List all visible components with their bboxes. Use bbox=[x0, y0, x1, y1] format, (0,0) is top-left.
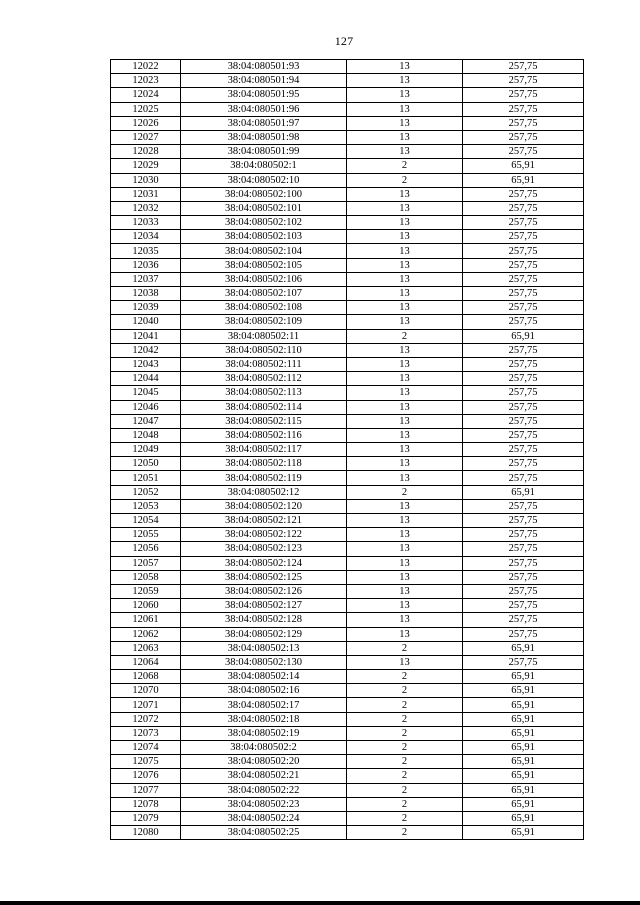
row-number-cell: 12060 bbox=[111, 599, 181, 613]
table-row bbox=[111, 60, 584, 74]
count-cell: 13 bbox=[347, 201, 463, 215]
cadastral-number-cell: 38:04:080502:124 bbox=[181, 556, 347, 570]
row-number-cell: 12040 bbox=[111, 315, 181, 329]
cadastral-number-cell: 38:04:080502:116 bbox=[181, 428, 347, 442]
cadastral-number-cell: 38:04:080502:111 bbox=[181, 357, 347, 371]
table-row bbox=[111, 499, 584, 513]
row-number-cell: 12025 bbox=[111, 102, 181, 116]
cadastral-number-cell: 38:04:080502:22 bbox=[181, 783, 347, 797]
cadastral-number-cell: 38:04:080502:103 bbox=[181, 230, 347, 244]
cadastral-number-cell: 38:04:080502:25 bbox=[181, 826, 347, 840]
area-cell: 257,75 bbox=[463, 386, 584, 400]
cadastral-number-cell: 38:04:080501:98 bbox=[181, 130, 347, 144]
cadastral-number-cell: 38:04:080502:109 bbox=[181, 315, 347, 329]
table-row bbox=[111, 272, 584, 286]
row-number-cell: 12030 bbox=[111, 173, 181, 187]
count-cell: 2 bbox=[347, 173, 463, 187]
area-cell: 65,91 bbox=[463, 670, 584, 684]
cadastral-number-cell: 38:04:080501:95 bbox=[181, 88, 347, 102]
count-cell: 13 bbox=[347, 116, 463, 130]
cadastral-number-cell: 38:04:080501:93 bbox=[181, 60, 347, 74]
table-row bbox=[111, 726, 584, 740]
count-cell: 13 bbox=[347, 599, 463, 613]
table-row bbox=[111, 400, 584, 414]
table-row bbox=[111, 315, 584, 329]
area-cell: 65,91 bbox=[463, 684, 584, 698]
count-cell: 2 bbox=[347, 797, 463, 811]
table-row bbox=[111, 428, 584, 442]
area-cell: 257,75 bbox=[463, 315, 584, 329]
table-row bbox=[111, 88, 584, 102]
row-number-cell: 12058 bbox=[111, 570, 181, 584]
table-row bbox=[111, 811, 584, 825]
table-row bbox=[111, 116, 584, 130]
count-cell: 2 bbox=[347, 684, 463, 698]
row-number-cell: 12034 bbox=[111, 230, 181, 244]
table-row bbox=[111, 201, 584, 215]
area-cell: 65,91 bbox=[463, 797, 584, 811]
area-cell: 257,75 bbox=[463, 428, 584, 442]
cadastral-number-cell: 38:04:080502:1 bbox=[181, 159, 347, 173]
row-number-cell: 12070 bbox=[111, 684, 181, 698]
row-number-cell: 12031 bbox=[111, 187, 181, 201]
table-row bbox=[111, 216, 584, 230]
table-row bbox=[111, 343, 584, 357]
cadastral-number-cell: 38:04:080502:128 bbox=[181, 613, 347, 627]
row-number-cell: 12027 bbox=[111, 130, 181, 144]
page-number: 127 bbox=[334, 34, 354, 48]
page-bottom-edge bbox=[0, 901, 640, 905]
cadastral-number-cell: 38:04:080502:11 bbox=[181, 329, 347, 343]
table-row bbox=[111, 684, 584, 698]
count-cell: 13 bbox=[347, 244, 463, 258]
cadastral-number-cell: 38:04:080502:18 bbox=[181, 712, 347, 726]
count-cell: 13 bbox=[347, 357, 463, 371]
area-cell: 65,91 bbox=[463, 712, 584, 726]
row-number-cell: 12038 bbox=[111, 287, 181, 301]
row-number-cell: 12023 bbox=[111, 74, 181, 88]
count-cell: 13 bbox=[347, 514, 463, 528]
table-row bbox=[111, 159, 584, 173]
cadastral-number-cell: 38:04:080501:99 bbox=[181, 145, 347, 159]
area-cell: 257,75 bbox=[463, 528, 584, 542]
row-number-cell: 12044 bbox=[111, 372, 181, 386]
table-row bbox=[111, 641, 584, 655]
count-cell: 13 bbox=[347, 272, 463, 286]
area-cell: 257,75 bbox=[463, 230, 584, 244]
cadastral-number-cell: 38:04:080501:97 bbox=[181, 116, 347, 130]
cadastral-number-cell: 38:04:080502:105 bbox=[181, 258, 347, 272]
table-row bbox=[111, 797, 584, 811]
table-row bbox=[111, 528, 584, 542]
table-row bbox=[111, 826, 584, 840]
table-row bbox=[111, 670, 584, 684]
row-number-cell: 12049 bbox=[111, 443, 181, 457]
count-cell: 13 bbox=[347, 584, 463, 598]
row-number-cell: 12079 bbox=[111, 811, 181, 825]
cadastral-number-cell: 38:04:080502:108 bbox=[181, 301, 347, 315]
area-cell: 257,75 bbox=[463, 584, 584, 598]
table-row bbox=[111, 287, 584, 301]
row-number-cell: 12059 bbox=[111, 584, 181, 598]
table-row bbox=[111, 769, 584, 783]
table-row bbox=[111, 258, 584, 272]
cadastral-number-cell: 38:04:080502:119 bbox=[181, 471, 347, 485]
table-row bbox=[111, 584, 584, 598]
count-cell: 13 bbox=[347, 372, 463, 386]
count-cell: 2 bbox=[347, 712, 463, 726]
row-number-cell: 12051 bbox=[111, 471, 181, 485]
table-row bbox=[111, 556, 584, 570]
area-cell: 257,75 bbox=[463, 74, 584, 88]
area-cell: 257,75 bbox=[463, 414, 584, 428]
count-cell: 13 bbox=[347, 130, 463, 144]
count-cell: 13 bbox=[347, 230, 463, 244]
area-cell: 257,75 bbox=[463, 570, 584, 584]
cadastral-number-cell: 38:04:080502:121 bbox=[181, 514, 347, 528]
area-cell: 257,75 bbox=[463, 627, 584, 641]
count-cell: 2 bbox=[347, 698, 463, 712]
area-cell: 65,91 bbox=[463, 159, 584, 173]
count-cell: 2 bbox=[347, 811, 463, 825]
count-cell: 13 bbox=[347, 88, 463, 102]
area-cell: 257,75 bbox=[463, 187, 584, 201]
count-cell: 13 bbox=[347, 457, 463, 471]
table-row bbox=[111, 187, 584, 201]
count-cell: 13 bbox=[347, 386, 463, 400]
row-number-cell: 12041 bbox=[111, 329, 181, 343]
row-number-cell: 12061 bbox=[111, 613, 181, 627]
count-cell: 13 bbox=[347, 102, 463, 116]
row-number-cell: 12080 bbox=[111, 826, 181, 840]
area-cell: 257,75 bbox=[463, 287, 584, 301]
area-cell: 65,91 bbox=[463, 755, 584, 769]
cadastral-number-cell: 38:04:080502:21 bbox=[181, 769, 347, 783]
row-number-cell: 12022 bbox=[111, 60, 181, 74]
count-cell: 13 bbox=[347, 258, 463, 272]
table-row bbox=[111, 514, 584, 528]
cadastral-number-cell: 38:04:080502:14 bbox=[181, 670, 347, 684]
cadastral-number-cell: 38:04:080502:123 bbox=[181, 542, 347, 556]
table-row bbox=[111, 443, 584, 457]
table-row bbox=[111, 783, 584, 797]
table-row bbox=[111, 386, 584, 400]
count-cell: 13 bbox=[347, 627, 463, 641]
row-number-cell: 12029 bbox=[111, 159, 181, 173]
table-row bbox=[111, 230, 584, 244]
row-number-cell: 12076 bbox=[111, 769, 181, 783]
table-row bbox=[111, 599, 584, 613]
table-row bbox=[111, 471, 584, 485]
area-cell: 257,75 bbox=[463, 201, 584, 215]
count-cell: 2 bbox=[347, 783, 463, 797]
row-number-cell: 12048 bbox=[111, 428, 181, 442]
cadastral-number-cell: 38:04:080502:100 bbox=[181, 187, 347, 201]
cadastral-number-cell: 38:04:080502:24 bbox=[181, 811, 347, 825]
row-number-cell: 12043 bbox=[111, 357, 181, 371]
area-cell: 257,75 bbox=[463, 471, 584, 485]
cadastral-number-cell: 38:04:080501:96 bbox=[181, 102, 347, 116]
row-number-cell: 12077 bbox=[111, 783, 181, 797]
table-row bbox=[111, 698, 584, 712]
cadastral-number-cell: 38:04:080502:117 bbox=[181, 443, 347, 457]
table-row bbox=[111, 627, 584, 641]
table-row bbox=[111, 755, 584, 769]
count-cell: 13 bbox=[347, 343, 463, 357]
area-cell: 257,75 bbox=[463, 357, 584, 371]
area-cell: 65,91 bbox=[463, 769, 584, 783]
table-row bbox=[111, 741, 584, 755]
cadastral-number-cell: 38:04:080502:101 bbox=[181, 201, 347, 215]
table-row bbox=[111, 655, 584, 669]
row-number-cell: 12035 bbox=[111, 244, 181, 258]
area-cell: 65,91 bbox=[463, 329, 584, 343]
area-cell: 65,91 bbox=[463, 783, 584, 797]
row-number-cell: 12050 bbox=[111, 457, 181, 471]
table-row bbox=[111, 570, 584, 584]
count-cell: 13 bbox=[347, 287, 463, 301]
count-cell: 13 bbox=[347, 528, 463, 542]
table-row bbox=[111, 301, 584, 315]
row-number-cell: 12037 bbox=[111, 272, 181, 286]
cadastral-number-cell: 38:04:080502:125 bbox=[181, 570, 347, 584]
area-cell: 65,91 bbox=[463, 698, 584, 712]
table-row bbox=[111, 145, 584, 159]
area-cell: 65,91 bbox=[463, 726, 584, 740]
row-number-cell: 12024 bbox=[111, 88, 181, 102]
cadastral-number-cell: 38:04:080502:17 bbox=[181, 698, 347, 712]
table-row bbox=[111, 329, 584, 343]
cadastral-number-cell: 38:04:080502:126 bbox=[181, 584, 347, 598]
cadastral-number-cell: 38:04:080502:10 bbox=[181, 173, 347, 187]
area-cell: 257,75 bbox=[463, 542, 584, 556]
table-row bbox=[111, 244, 584, 258]
cadastral-number-cell: 38:04:080502:107 bbox=[181, 287, 347, 301]
row-number-cell: 12045 bbox=[111, 386, 181, 400]
cadastral-number-cell: 38:04:080501:94 bbox=[181, 74, 347, 88]
area-cell: 257,75 bbox=[463, 272, 584, 286]
area-cell: 65,91 bbox=[463, 173, 584, 187]
count-cell: 13 bbox=[347, 414, 463, 428]
table-row bbox=[111, 130, 584, 144]
row-number-cell: 12072 bbox=[111, 712, 181, 726]
table-row bbox=[111, 485, 584, 499]
area-cell: 257,75 bbox=[463, 258, 584, 272]
cadastral-number-cell: 38:04:080502:12 bbox=[181, 485, 347, 499]
cadastral-number-cell: 38:04:080502:120 bbox=[181, 499, 347, 513]
count-cell: 13 bbox=[347, 400, 463, 414]
cadastral-number-cell: 38:04:080502:13 bbox=[181, 641, 347, 655]
row-number-cell: 12064 bbox=[111, 655, 181, 669]
row-number-cell: 12042 bbox=[111, 343, 181, 357]
area-cell: 257,75 bbox=[463, 514, 584, 528]
row-number-cell: 12033 bbox=[111, 216, 181, 230]
count-cell: 13 bbox=[347, 443, 463, 457]
count-cell: 13 bbox=[347, 187, 463, 201]
area-cell: 257,75 bbox=[463, 244, 584, 258]
row-number-cell: 12074 bbox=[111, 741, 181, 755]
count-cell: 2 bbox=[347, 755, 463, 769]
area-cell: 257,75 bbox=[463, 372, 584, 386]
row-number-cell: 12078 bbox=[111, 797, 181, 811]
table-row bbox=[111, 173, 584, 187]
cadastral-number-cell: 38:04:080502:130 bbox=[181, 655, 347, 669]
count-cell: 13 bbox=[347, 74, 463, 88]
table-row bbox=[111, 102, 584, 116]
area-cell: 257,75 bbox=[463, 613, 584, 627]
count-cell: 2 bbox=[347, 769, 463, 783]
table-row bbox=[111, 613, 584, 627]
count-cell: 2 bbox=[347, 741, 463, 755]
row-number-cell: 12026 bbox=[111, 116, 181, 130]
cadastral-number-cell: 38:04:080502:113 bbox=[181, 386, 347, 400]
area-cell: 257,75 bbox=[463, 301, 584, 315]
area-cell: 257,75 bbox=[463, 655, 584, 669]
count-cell: 13 bbox=[347, 542, 463, 556]
area-cell: 65,91 bbox=[463, 811, 584, 825]
count-cell: 2 bbox=[347, 329, 463, 343]
table-row bbox=[111, 542, 584, 556]
table-row bbox=[111, 372, 584, 386]
cadastral-number-cell: 38:04:080502:102 bbox=[181, 216, 347, 230]
row-number-cell: 12057 bbox=[111, 556, 181, 570]
count-cell: 13 bbox=[347, 655, 463, 669]
count-cell: 13 bbox=[347, 613, 463, 627]
row-number-cell: 12073 bbox=[111, 726, 181, 740]
table-row bbox=[111, 712, 584, 726]
area-cell: 257,75 bbox=[463, 599, 584, 613]
area-cell: 257,75 bbox=[463, 499, 584, 513]
row-number-cell: 12032 bbox=[111, 201, 181, 215]
cadastral-number-cell: 38:04:080502:16 bbox=[181, 684, 347, 698]
row-number-cell: 12056 bbox=[111, 542, 181, 556]
area-cell: 257,75 bbox=[463, 443, 584, 457]
row-number-cell: 12068 bbox=[111, 670, 181, 684]
cadastral-number-cell: 38:04:080502:23 bbox=[181, 797, 347, 811]
row-number-cell: 12053 bbox=[111, 499, 181, 513]
area-cell: 257,75 bbox=[463, 216, 584, 230]
cadastral-number-cell: 38:04:080502:118 bbox=[181, 457, 347, 471]
records-table-body bbox=[111, 60, 584, 840]
row-number-cell: 12052 bbox=[111, 485, 181, 499]
area-cell: 257,75 bbox=[463, 60, 584, 74]
count-cell: 2 bbox=[347, 826, 463, 840]
count-cell: 13 bbox=[347, 145, 463, 159]
cadastral-number-cell: 38:04:080502:127 bbox=[181, 599, 347, 613]
count-cell: 2 bbox=[347, 670, 463, 684]
area-cell: 257,75 bbox=[463, 130, 584, 144]
cadastral-number-cell: 38:04:080502:110 bbox=[181, 343, 347, 357]
table-row bbox=[111, 357, 584, 371]
row-number-cell: 12054 bbox=[111, 514, 181, 528]
cadastral-number-cell: 38:04:080502:104 bbox=[181, 244, 347, 258]
cadastral-number-cell: 38:04:080502:115 bbox=[181, 414, 347, 428]
count-cell: 2 bbox=[347, 726, 463, 740]
cadastral-number-cell: 38:04:080502:20 bbox=[181, 755, 347, 769]
row-number-cell: 12075 bbox=[111, 755, 181, 769]
area-cell: 257,75 bbox=[463, 343, 584, 357]
table-row bbox=[111, 74, 584, 88]
count-cell: 2 bbox=[347, 485, 463, 499]
count-cell: 13 bbox=[347, 556, 463, 570]
count-cell: 13 bbox=[347, 216, 463, 230]
row-number-cell: 12063 bbox=[111, 641, 181, 655]
row-number-cell: 12039 bbox=[111, 301, 181, 315]
cadastral-number-cell: 38:04:080502:106 bbox=[181, 272, 347, 286]
cadastral-number-cell: 38:04:080502:2 bbox=[181, 741, 347, 755]
row-number-cell: 12062 bbox=[111, 627, 181, 641]
area-cell: 65,91 bbox=[463, 641, 584, 655]
row-number-cell: 12055 bbox=[111, 528, 181, 542]
count-cell: 2 bbox=[347, 159, 463, 173]
count-cell: 13 bbox=[347, 428, 463, 442]
area-cell: 257,75 bbox=[463, 556, 584, 570]
row-number-cell: 12047 bbox=[111, 414, 181, 428]
count-cell: 13 bbox=[347, 570, 463, 584]
row-number-cell: 12046 bbox=[111, 400, 181, 414]
count-cell: 13 bbox=[347, 60, 463, 74]
cadastral-number-cell: 38:04:080502:19 bbox=[181, 726, 347, 740]
cadastral-number-cell: 38:04:080502:112 bbox=[181, 372, 347, 386]
count-cell: 13 bbox=[347, 315, 463, 329]
records-table bbox=[110, 59, 584, 840]
area-cell: 65,91 bbox=[463, 741, 584, 755]
count-cell: 13 bbox=[347, 499, 463, 513]
cadastral-number-cell: 38:04:080502:114 bbox=[181, 400, 347, 414]
cadastral-number-cell: 38:04:080502:129 bbox=[181, 627, 347, 641]
cadastral-number-cell: 38:04:080502:122 bbox=[181, 528, 347, 542]
table-row bbox=[111, 457, 584, 471]
area-cell: 257,75 bbox=[463, 116, 584, 130]
count-cell: 2 bbox=[347, 641, 463, 655]
row-number-cell: 12028 bbox=[111, 145, 181, 159]
row-number-cell: 12036 bbox=[111, 258, 181, 272]
area-cell: 257,75 bbox=[463, 457, 584, 471]
area-cell: 257,75 bbox=[463, 400, 584, 414]
area-cell: 257,75 bbox=[463, 88, 584, 102]
table-row bbox=[111, 414, 584, 428]
area-cell: 257,75 bbox=[463, 145, 584, 159]
row-number-cell: 12071 bbox=[111, 698, 181, 712]
count-cell: 13 bbox=[347, 471, 463, 485]
area-cell: 65,91 bbox=[463, 826, 584, 840]
count-cell: 13 bbox=[347, 301, 463, 315]
area-cell: 65,91 bbox=[463, 485, 584, 499]
area-cell: 257,75 bbox=[463, 102, 584, 116]
